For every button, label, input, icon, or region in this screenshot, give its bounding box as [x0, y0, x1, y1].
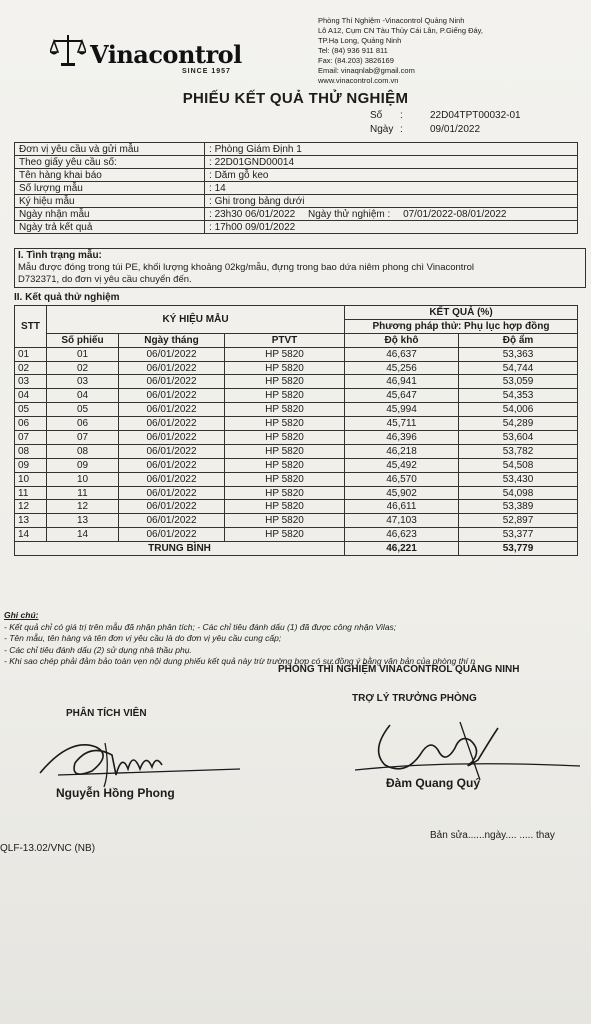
- vinacontrol-logo: [50, 32, 250, 80]
- right-signer-name: Đàm Quang Quý: [386, 776, 481, 790]
- test-date-label: Ngày thử nghiệm :: [307, 208, 391, 220]
- lab-line: www.vinacontrol.com.vn: [318, 76, 399, 85]
- revision-note: Bản sửa......ngày.... ..... thay: [430, 830, 555, 841]
- left-signature: [30, 725, 250, 790]
- table-row: 04 04 06/01/2022 HP 5820 45,647 54,353: [15, 389, 578, 403]
- col-symbol: KÝ HIỆU MẪU: [47, 306, 345, 334]
- average-dry: 46,221: [345, 542, 459, 556]
- sample-condition: [14, 248, 586, 288]
- lab-line: Tel: (84) 936 911 811: [318, 46, 388, 55]
- info-row: Ngày trả kết quả : 17h00 09/01/2022: [15, 221, 578, 234]
- notes: [4, 610, 589, 668]
- info-value: Dăm gỗ keo: [214, 169, 269, 181]
- info-row: Ký hiệu mẫu : Ghi trong bảng dưới: [15, 195, 578, 208]
- note-line: - Tên mẫu, tên hàng và tên đơn vị yêu cầu là do đơn vị yêu cầu cung cấp;: [4, 633, 282, 643]
- info-value: 17h00 09/01/2022: [214, 221, 296, 233]
- table-row: 03 03 06/01/2022 HP 5820 46,941 53,059: [15, 375, 578, 389]
- table-row: 01 01 06/01/2022 HP 5820 46,637 53,363: [15, 347, 578, 361]
- condition-line: D732371, do đơn vị yêu cầu chuyển đến.: [18, 274, 192, 285]
- info-row: Số lượng mẫu : 14: [15, 182, 578, 195]
- right-signature: [350, 710, 590, 785]
- signature-org: PHÒNG THÍ NGHIỆM VINACONTROL QUẢNG NINH: [278, 664, 520, 675]
- note-line: - Các chỉ tiêu đánh dấu (2) sử dụng nhà thầu phụ.: [4, 644, 192, 655]
- sample-info-table: [14, 142, 578, 234]
- condition-line: Mẫu được đóng trong túi PE, khối lượng khoảng 02kg/mẫu, đựng trong bao dứa niêm phong chì Vinacontrol: [18, 262, 475, 273]
- average-label: TRUNG BÌNH: [15, 542, 345, 556]
- col-ptvt: PTVT: [225, 333, 345, 347]
- col-result: KẾT QUẢ (%): [345, 306, 578, 320]
- info-label: Ký hiệu mẫu: [15, 195, 205, 208]
- note-line: - Khi sao chép phải đảm bảo toàn vẹn nội dung phiếu kết quả này trừ trường hợp có sự đồng ý bằng văn bản của phòng thí n: [4, 656, 476, 666]
- condition-heading: I. Tình trạng mẫu:: [18, 250, 102, 261]
- note-line: - Kết quả chỉ có giá trị trên mẫu đã nhận phân tích; - Các chỉ tiêu đánh dấu (1) đã được công nhận Vilas;: [4, 621, 397, 632]
- lab-line: TP.Hạ Long, Quảng Ninh: [318, 36, 402, 45]
- logo-text: Vinacontrol: [90, 40, 242, 69]
- info-value: Ghi trong bảng dưới: [214, 195, 305, 207]
- left-signer-title: PHÂN TÍCH VIÊN: [66, 708, 147, 719]
- table-row: 02 02 06/01/2022 HP 5820 45,256 54,744: [15, 361, 578, 375]
- right-signer-title: TRỢ LÝ TRƯỞNG PHÒNG: [352, 693, 477, 704]
- report-no-value: 22D04TPT00032-01: [430, 110, 521, 121]
- page-title: PHIẾU KẾT QUẢ THỬ NGHIỆM: [182, 90, 409, 107]
- table-row: 06 06 06/01/2022 HP 5820 45,711 54,289: [15, 417, 578, 431]
- notes-heading: Ghi chú:: [4, 610, 39, 620]
- col-moist: Độ ẩm: [459, 333, 578, 347]
- info-value: 22D01GND00014: [214, 156, 295, 168]
- table-row: 07 07 06/01/2022 HP 5820 46,396 53,604: [15, 431, 578, 445]
- left-signer-name: Nguyễn Hồng Phong: [56, 786, 175, 800]
- lab-contact-info: [318, 16, 588, 86]
- test-date-value: 07/01/2022-08/01/2022: [403, 208, 507, 220]
- info-value: 23h30 06/01/2022: [214, 208, 296, 220]
- lab-line: Email: vinaqnlab@gmail.com: [318, 66, 415, 75]
- info-label: Ngày trả kết quả: [15, 221, 205, 234]
- table-row: 11 11 06/01/2022 HP 5820 45,902 54,098: [15, 486, 578, 500]
- report-date-label: Ngày: [370, 124, 394, 135]
- table-row: 05 05 06/01/2022 HP 5820 45,994 54,006: [15, 403, 578, 417]
- info-label: Đơn vị yêu cầu và gửi mẫu: [15, 143, 205, 156]
- col-method: Phương pháp thử: Phụ lục hợp đồng: [345, 319, 578, 333]
- report-date-value: 09/01/2022: [430, 124, 481, 135]
- form-code: QLF-13.02/VNC (NB): [0, 843, 96, 854]
- info-row: Ngày nhận mẫu : 23h30 06/01/2022 Ngày thử nghiệm : 07/01/2022-08/01/2022: [15, 208, 578, 221]
- lab-line: Fax: (84.203) 3826169: [318, 56, 394, 65]
- info-label: Ngày nhận mẫu: [15, 208, 205, 221]
- col-date: Ngày tháng: [119, 333, 225, 347]
- table-row: 12 12 06/01/2022 HP 5820 46,611 53,389: [15, 500, 578, 514]
- info-label: Theo giấy yêu cầu số:: [15, 156, 205, 169]
- info-row: Theo giấy yêu cầu số: : 22D01GND00014: [15, 156, 578, 169]
- col-dry: Độ khô: [345, 333, 459, 347]
- info-value: 14: [214, 182, 226, 194]
- scales-icon: [50, 32, 86, 68]
- info-row: Đơn vị yêu cầu và gửi mẫu : Phòng Giám Định 1: [15, 143, 578, 156]
- average-moist: 53,779: [459, 542, 578, 556]
- col-sample-no: Số phiếu: [47, 333, 119, 347]
- lab-line: Lô A12, Cụm CN Tàu Thủy Cái Lân, P.Giếng Đáy,: [318, 26, 483, 35]
- document-page: Vinacontrol SINCE 1957 Phòng Thí Nghiệm -Vinacontrol Quảng Ninh Lô A12, Cụm CN Tàu Thủy Cái Lân, P.Giếng Đáy, TP.Hạ Long, Quảng Ninh Tel: (84) 936 911 811 Fax: (84.203) 3826169 Email: vinaqnlab@gmail.com www.vinacontrol.com.vn PHIẾU KẾT QUẢ THỬ NGHIỆM Số : 22D04TPT00032-01 Ngày : 09/01/2022 Đơn vị yêu cầu và gửi mẫu : Phòng Giám Định 1 Theo giấy yêu cầu số: : 22D01GND00014 Tên hàng khai báo : Dăm gỗ keo Số lượng mẫu : 14 Ký hiệu mẫu : Ghi trong bảng dưới Ngày nhận mẫu : 23h30 06/01/2022 Ngày thử nghiệm : 07/01/2022-08/01/2022 Ngày trả kết quả : 17h00 09/01/2022 I. Tình trạng mẫu: Mẫu được đóng trong túi PE, khối lượng khoảng 02kg/mẫu, đựng trong bao dứa niêm phong chì Vinacontrol D732371, do đơn vị yêu cầu chuyển đến. II. Kết quả thử nghiệm STT KÝ HIỆU MẪU KẾT QUẢ (%) Phương pháp thử: Phụ lục hợp đồng Số phiếu Ngày tháng PTVT Độ khô Độ ẩm 01 01 06/01/2022 HP 5820 46,637 53,363 02 02 06/01/2022 HP 5820 45,256 54,744 03 03 06/01/2022 HP 5820 46,941 53,059 04 04 06/01/2022 HP 5820 45,647 54,353 05 05 06/01/2022 HP 5820 45,994 54,006 06 06 06/01/2022 HP 5820 45,711 54,289 07 07 06/01/2022 HP 5820 46,396 53,604 08 08 06/01/2022 HP 5820 46,218 53,782 09 09 06/01/2022 HP 5820 45,492 54,508 10 10 06/01/2022 HP 5820 46,570 53,430 11 11 06/01/2022 HP 5820 45,902 54,098 12 12 06/01/2022 HP 5820 46,611 53,389 13 13 06/01/2022 HP 5820 47,103 52,897 14 14 06/01/2022 HP 5820 46,623 53,377 TRUNG BÌNH 46,221 53,779 Ghi chú: - Kết quả chỉ có giá trị trên mẫu đã nhận phân tích; - Các chỉ tiêu đánh dấu (1) đã được công nhận Vilas; - Tên mẫu, tên hàng và tên đơn vị yêu cầu là do đơn vị yêu cầu cung cấp; - Các chỉ tiêu đánh dấu (2) sử dụng nhà thầu phụ. - Khi sao chép phải đảm bảo toàn vẹn nội dung phiếu kết quả này trừ trường hợp có sự đồng ý bằng văn bản của phòng thí n PHÒNG THÍ NGHIỆM VINACONTROL QUẢNG NINH PHÂN TÍCH VIÊN TRỢ LÝ TRƯỞNG PHÒNG Nguyễn Hồng Phong Đàm Quang Quý QLF-13.02/VNC (NB) Bản sửa......ngày.... ..... thay: [0, 0, 591, 1024]
- logo-since: SINCE 1957: [182, 68, 231, 75]
- info-value: Phòng Giám Định 1: [214, 143, 302, 155]
- table-row: 08 08 06/01/2022 HP 5820 46,218 53,782: [15, 444, 578, 458]
- col-stt: STT: [15, 306, 47, 348]
- report-no-label: Số: [370, 110, 383, 121]
- info-row: Tên hàng khai báo : Dăm gỗ keo: [15, 169, 578, 182]
- table-row: 14 14 06/01/2022 HP 5820 46,623 53,377: [15, 528, 578, 542]
- results-table: [14, 305, 578, 556]
- info-label: Tên hàng khai báo: [15, 169, 205, 182]
- table-row: 09 09 06/01/2022 HP 5820 45,492 54,508: [15, 458, 578, 472]
- results-heading: II. Kết quả thử nghiệm: [14, 292, 120, 303]
- table-row: 10 10 06/01/2022 HP 5820 46,570 53,430: [15, 472, 578, 486]
- info-label: Số lượng mẫu: [15, 182, 205, 195]
- average-row: [15, 542, 578, 556]
- table-row: 13 13 06/01/2022 HP 5820 47,103 52,897: [15, 514, 578, 528]
- lab-line: Phòng Thí Nghiệm -Vinacontrol Quảng Ninh: [318, 16, 465, 25]
